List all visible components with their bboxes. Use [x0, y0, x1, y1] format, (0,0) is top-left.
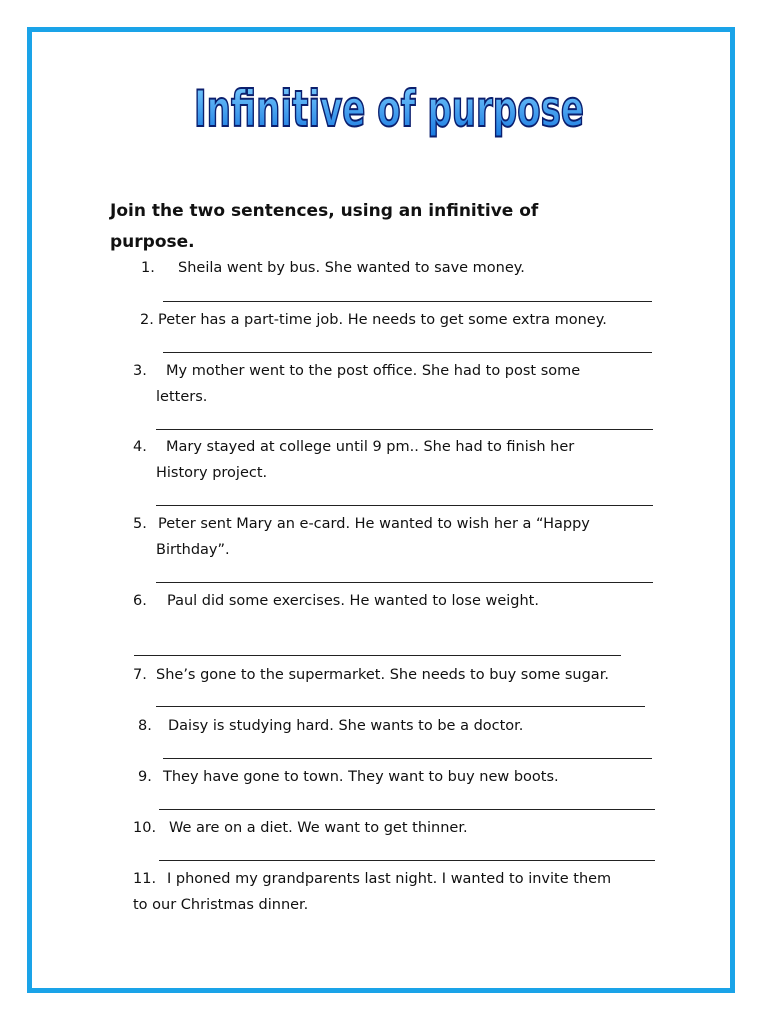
answer-line-6[interactable] [134, 655, 621, 656]
question-5 [133, 511, 590, 537]
instructions [110, 196, 610, 258]
answer-line-7[interactable] [156, 706, 645, 707]
question-6 [133, 588, 539, 614]
question-1 [141, 255, 525, 281]
question-11-continued: to our Christmas dinner. [133, 897, 309, 913]
answer-line-3[interactable] [156, 429, 653, 430]
question-number: 4. [133, 439, 147, 455]
question-number: 3. [133, 363, 147, 379]
answer-line-5[interactable] [156, 582, 653, 583]
question-text: Peter sent Mary an e-card. He wanted to wish her a “Happy [158, 516, 590, 532]
question-number: 6. [133, 593, 147, 609]
question-4-continued: History project. [156, 465, 268, 481]
question-3 [133, 358, 580, 384]
question-5-continued: Birthday”. [156, 542, 230, 558]
question-11 [133, 866, 611, 892]
question-text: My mother went to the post office. She had to post some [166, 363, 581, 379]
question-8 [138, 713, 523, 739]
question-text: They have gone to town. They want to buy new boots. [163, 769, 559, 785]
worksheet-title [189, 76, 589, 146]
answer-line-4[interactable] [156, 505, 653, 506]
question-7 [133, 662, 609, 688]
question-number: 11. [133, 871, 157, 887]
answer-line-8[interactable] [163, 758, 652, 759]
instruction-line-2: purpose. [110, 232, 195, 252]
question-number: 1. [141, 260, 155, 276]
question-number: 5. [133, 516, 147, 532]
question-text: Sheila went by bus. She wanted to save money. [178, 260, 525, 276]
question-3-continued: letters. [156, 389, 208, 405]
question-number: 8. [138, 718, 152, 734]
worksheet-title-text: Infinitive of purpose [193, 79, 584, 139]
question-text: I phoned my grandparents last night. I wanted to invite them [167, 871, 612, 887]
question-text: Paul did some exercises. He wanted to lose weight. [167, 593, 539, 609]
question-4 [133, 434, 574, 460]
question-text: Peter has a part-time job. He needs to get some extra money. [158, 312, 607, 328]
answer-line-1[interactable] [163, 301, 652, 302]
answer-line-10[interactable] [159, 860, 655, 861]
answer-line-9[interactable] [159, 809, 655, 810]
question-10 [133, 815, 468, 841]
question-9 [138, 764, 559, 790]
question-number: 9. [138, 769, 152, 785]
instruction-line-1: Join the two sentences, using an infinitive of [110, 201, 539, 221]
page-border [27, 27, 735, 993]
question-text: Daisy is studying hard. She wants to be a doctor. [168, 718, 524, 734]
question-number: 10. [133, 820, 157, 836]
question-text: She’s gone to the supermarket. She needs to buy some sugar. [156, 667, 609, 683]
question-number: 7. [133, 667, 147, 683]
question-text: Mary stayed at college until 9 pm.. She had to finish her [166, 439, 575, 455]
question-text: We are on a diet. We want to get thinner. [169, 820, 468, 836]
question-2 [140, 307, 607, 333]
question-number: 2. [140, 312, 154, 328]
answer-line-2[interactable] [163, 352, 652, 353]
